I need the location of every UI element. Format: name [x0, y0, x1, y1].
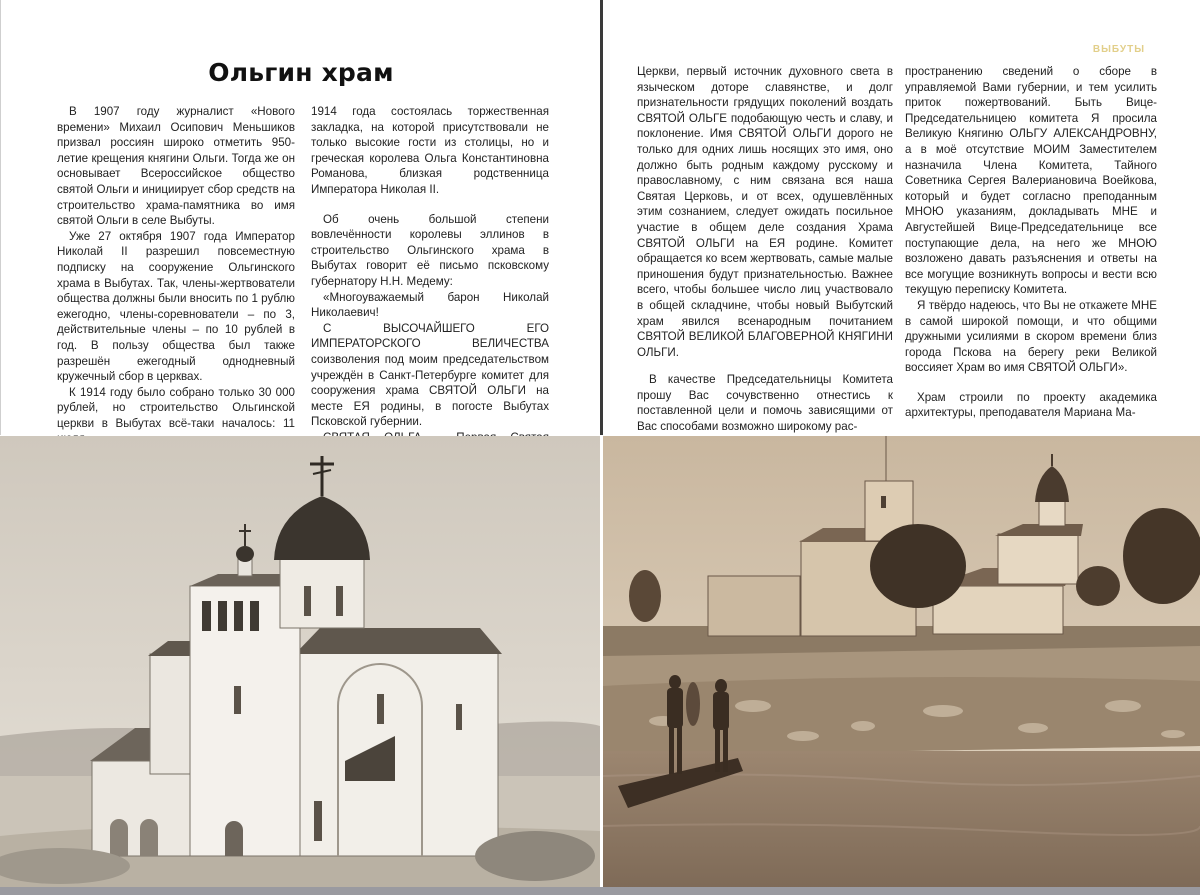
running-head: ВЫБУТЫ [1092, 44, 1145, 55]
monastery-river-image [603, 436, 1200, 895]
paragraph: Я твёрдо надеюсь, что Вы не откажете МНЕ в самой широкой помощи, и что общими дружными усилиями в скором времени близ города Пскова на берегу реки Великой воссияет Храм во имя СВЯТОЙ ОЛЬГИ». [905, 298, 1157, 375]
bottom-strip [0, 887, 1200, 895]
page-title: Ольгин храм [208, 58, 394, 87]
text-column-3 [637, 64, 893, 435]
text-column-4 [905, 64, 1157, 421]
text-column-2 [311, 104, 549, 461]
paragraph: Уже 27 октября 1907 года Император Николай II разрешил повсеместную подписку на сооружение Ольгинского храма в Выбутах. Так, члены-жертвователи общества должны были вносить по 1 рублю ежегодно, члены-соревнователи – по 3, действительные члены – по 10 рублей в год. В пользу общества был также разрешён ежегодный однодневный кружечный сбор в церквах. [57, 229, 295, 384]
right-page [603, 0, 1200, 435]
paragraph: Об очень большой степени вовлечённости королевы эллинов в строительство Ольгинского храма в Выбутах говорит её письмо псковскому губернатору Н.Н. Медему: [311, 212, 549, 288]
text-column-1 [57, 104, 295, 447]
paragraph: В 1907 году журналист «Нового времени» Михаил Осипович Меньшиков призвал россиян широко отметить 950-летие крещения княгини Ольги. Тогда же он основывает Всероссийское общество святой Ольги и инициирует сбор средств на строительство храма-памятника во имя святой Ольги в селе Выбуты. [57, 105, 295, 228]
left-page [0, 0, 601, 435]
paragraph: пространению сведений о сборе в управляемой Вами губернии, и тем усилить приток пожертвований. Быть Вице-Председательницею комитета Я просила Великую Княгиню ОЛЬГУ АЛЕКСАНДРОВНУ, а в моё отсутствие МОИМ Заместителем назначила Члена Комитета, Тайного Советника Сергея Валериановича Воейкова, который и будет согласно преподанным МНОЮ указаниям, докладывать МНЕ и Августейшей Вице-Председательнице все поступающие дела, на него же МНОЮ возложено давать разъяснения и ответы на все могущие возникнуть вопросы и вести всю текущую переписку Комитета. [905, 65, 1157, 297]
paragraph: С ВЫСОЧАЙШЕГО ЕГО ИМПЕРАТОРСКОГО ВЕЛИЧЕСТВА соизволения под моим председательством учреждён в Санкт-Петербурге комитет для сооружения храма СВЯТОЙ ОЛЬГИ на месте ЕЯ родины, в погосте Выбутах Псковской губернии. [311, 321, 549, 429]
paragraph: Церкви, первый источник духовного света в языческом доторе славянстве, и долг признательности грядущих поколений воздать СВЯТОЙ ОЛЬГЕ подобающую честь и славу, и поклонение. Имя СВЯТОЙ ОЛЬГИ дорого не только для одних лишь носящих это имя, оно должно быть родным каждому русскому и православному, с ним связана вся наша Святая Церковь, и от всех, одушевлённых этим сознанием, следует ожидать посильное участие в общем деле создания Храма СВЯТОЙ ОЛЬГИ на ЕЯ родине. Комитет обращается ко всем жертвовать, самые малые приношения будут признательностью. Важнее всего, чтобы большее число лиц участвовало в общей складчине, чтобы новый Выбутский храм явился всенародным почитанием СВЯТОЙ ВЕЛИКОЙ БЛАГОВЕРНОЙ КНЯГИНИ ОЛЬГИ. [637, 65, 893, 359]
church-drawing-image [0, 436, 600, 895]
paragraph: «Многоуважаемый барон Николай Николаевич! [311, 290, 549, 320]
paragraph: В качестве Председательницы Комитета прошу Вас сочувственно отнестись к поставленной цели и помочь зависящими от Вас способами возможно широкому рас- [637, 373, 893, 434]
paragraph: 1914 года состоялась торжественная закладка, на которой присутствовали не только высокие гости из столицы, но и греческая королева Ольга Константиновна Романова, близкая родственница Императора Николая II. [311, 105, 549, 196]
paragraph: К 1914 году было собрано только 30 000 рублей, но строительство Ольгинской церкви в Выбутах всё-таки началось: 11 [57, 385, 295, 430]
paragraph: Храм строили по проекту академика архитектуры, преподавателя Мариана Ма- [905, 390, 1157, 420]
